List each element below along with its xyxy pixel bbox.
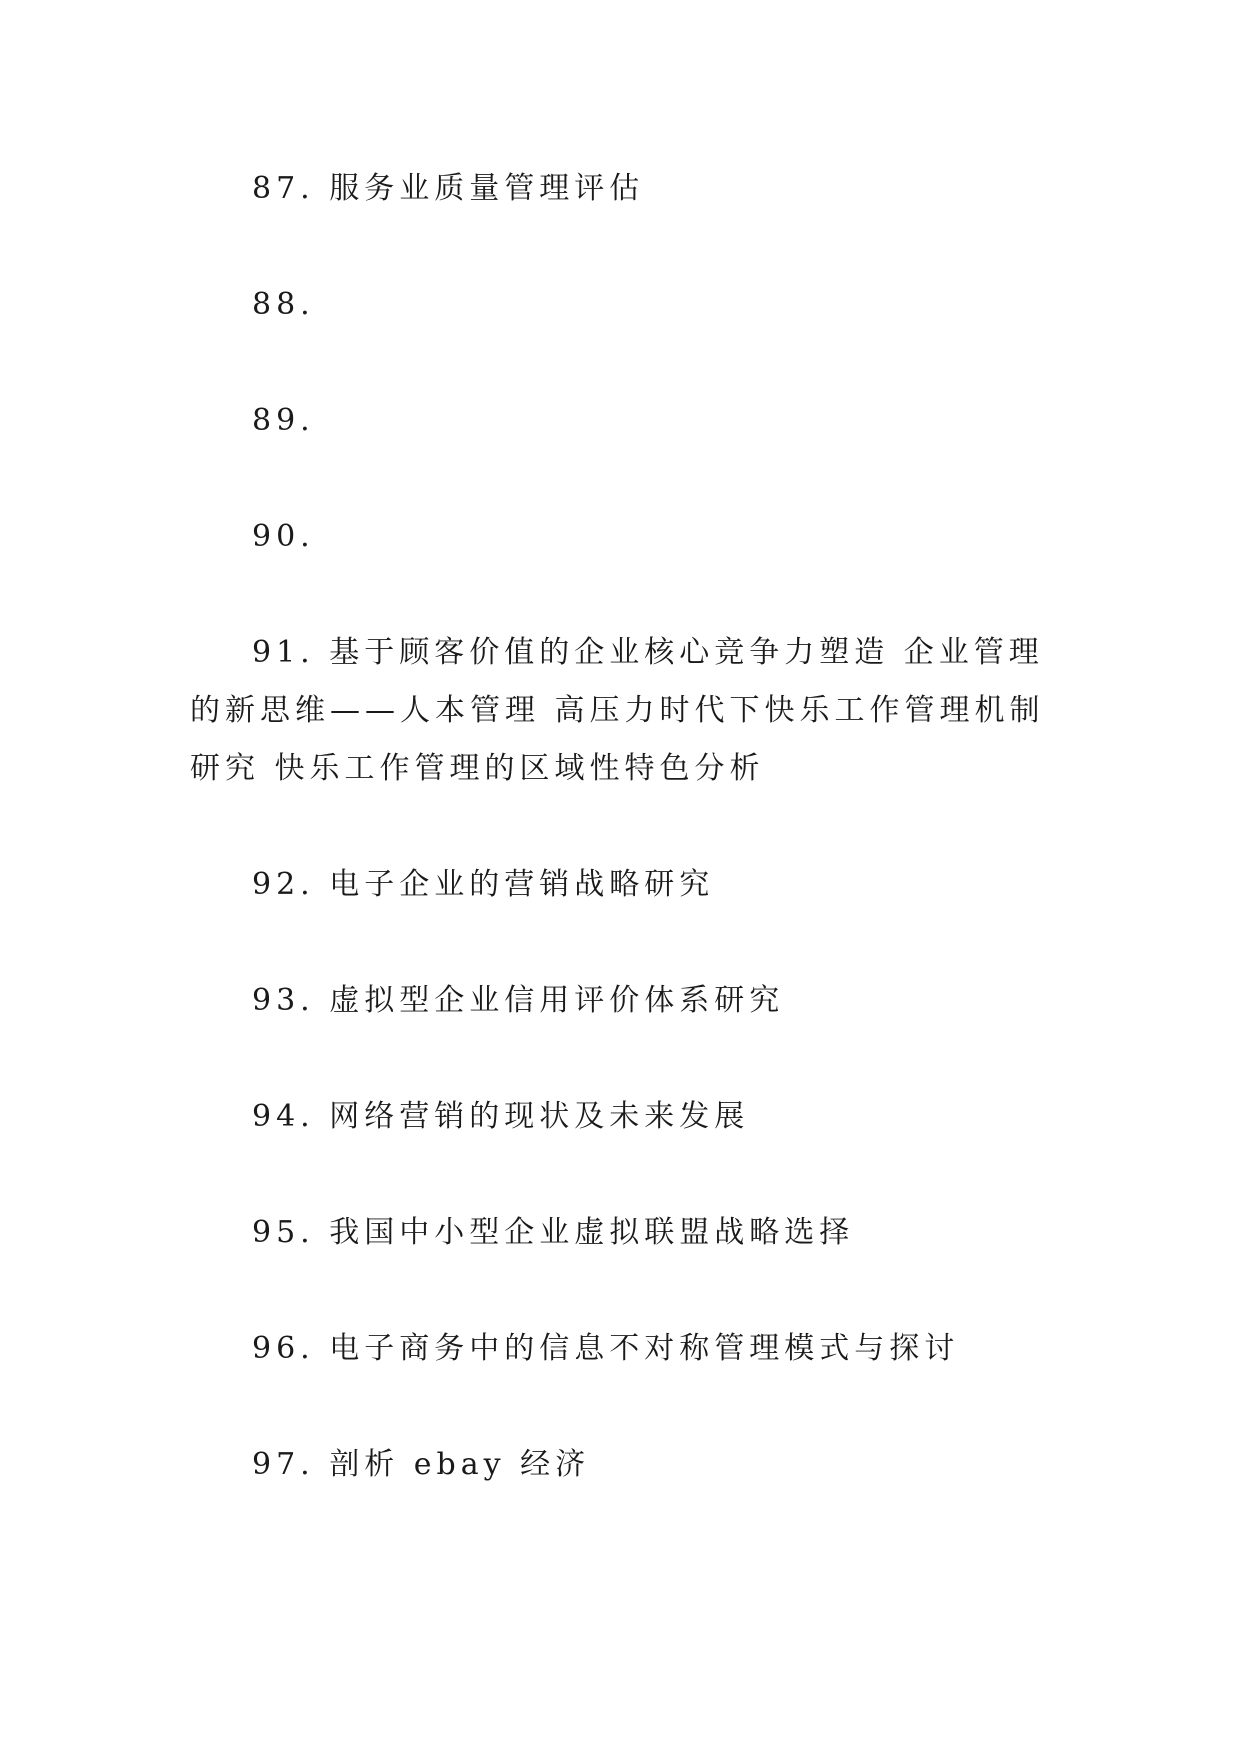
- list-item: [190, 276, 1070, 334]
- item-number: 94.: [252, 1099, 315, 1134]
- list-item: [190, 856, 1070, 914]
- item-number: 89.: [252, 403, 315, 438]
- item-number: 88.: [252, 287, 315, 322]
- list-item: [190, 160, 1070, 218]
- list-item: [190, 1320, 1070, 1378]
- item-text: 电子商务中的信息不对称管理模式与探讨: [329, 1331, 960, 1366]
- item-number: 87.: [252, 171, 315, 206]
- item-number: 92.: [252, 867, 315, 902]
- item-text: 基于顾客价值的企业核心竞争力塑造 企业管理的新思维——人本管理 高压力时代下快乐工作管理机制研究 快乐工作管理的区域性特色分析: [190, 635, 1045, 786]
- list-item: [190, 972, 1070, 1030]
- topic-list: [190, 160, 1070, 1494]
- item-text: 剖析 ebay 经济: [329, 1447, 591, 1482]
- item-number: 91.: [252, 635, 315, 670]
- item-text: 电子企业的营销战略研究: [329, 867, 715, 902]
- list-item: [190, 508, 1070, 566]
- list-item: [190, 1204, 1070, 1262]
- item-number: 93.: [252, 983, 315, 1018]
- list-item: [190, 1436, 1070, 1494]
- list-item: [190, 392, 1070, 450]
- item-number: 97.: [252, 1447, 315, 1482]
- item-text: 我国中小型企业虚拟联盟战略选择: [329, 1215, 855, 1250]
- item-number: 96.: [252, 1331, 315, 1366]
- item-text: 网络营销的现状及未来发展: [329, 1099, 750, 1134]
- item-number: 95.: [252, 1215, 315, 1250]
- item-number: 90.: [252, 519, 315, 554]
- list-item: [190, 624, 1070, 798]
- item-text: 虚拟型企业信用评价体系研究: [329, 983, 785, 1018]
- item-text: 服务业质量管理评估: [329, 171, 645, 206]
- list-item: [190, 1088, 1070, 1146]
